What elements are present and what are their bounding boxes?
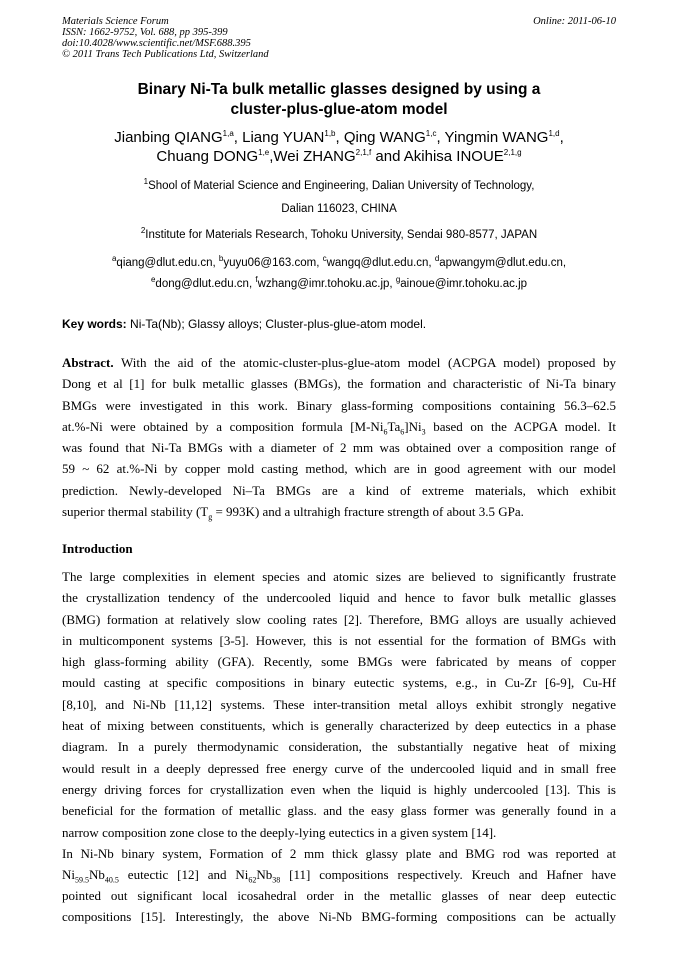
keywords-label: Key words: bbox=[62, 317, 127, 331]
author-name: , Qing WANG bbox=[335, 129, 426, 146]
intro-text: Nb bbox=[89, 867, 105, 882]
abstract-line bbox=[62, 416, 616, 437]
issn-line: ISSN: 1662-9752, Vol. 688, pp 395-399 bbox=[62, 27, 228, 38]
author-name: Chuang DONG bbox=[156, 148, 259, 165]
intro-line: the crystallization tendency of the undercooled liquid and hence to favor bulk metallic glasses bbox=[62, 590, 616, 606]
email-sup: e bbox=[150, 275, 156, 285]
keywords-text: Ni-Ta(Nb); Glassy alloys; Cluster-plus-glue-atom model. bbox=[126, 317, 427, 331]
email-sup: b bbox=[218, 254, 224, 264]
paper-title bbox=[62, 80, 616, 120]
email-sup: f bbox=[255, 275, 258, 285]
email-sup: a bbox=[111, 254, 117, 264]
email-address[interactable]: dong@dlut.edu.cn, bbox=[155, 278, 256, 290]
abstract-text: = 993K) and a ultrahigh fracture strength of about 3.5 GPa. bbox=[212, 504, 524, 520]
affiliation-sup: 1 bbox=[143, 177, 149, 187]
author-sup: 2,1,f bbox=[355, 148, 372, 157]
author-sup: 1,d bbox=[548, 129, 560, 138]
author-sup: 1,b bbox=[324, 129, 336, 138]
abstract-line: BMGs were investigated in this work. Binary glass-forming compositions containing 56.3–62.5 bbox=[62, 397, 616, 413]
subscript: 40.5 bbox=[104, 875, 119, 885]
title-line-1: Binary Ni-Ta bulk metallic glasses designed by using a bbox=[137, 81, 541, 98]
email-line-2 bbox=[62, 276, 616, 292]
intro-line: in multicomponent systems [3-5]. However, this is not essential for the formation of BMGs with bbox=[62, 632, 616, 648]
subscript: 38 bbox=[272, 875, 281, 885]
introduction-heading: Introduction bbox=[62, 541, 133, 556]
abstract-text: at.%-Ni were obtained by a composition formula [M-Ni bbox=[62, 418, 384, 434]
email-sup: d bbox=[434, 254, 440, 264]
affiliation-2-line bbox=[62, 227, 616, 243]
intro-text: Ni bbox=[62, 867, 75, 882]
abstract-line bbox=[62, 352, 616, 373]
abstract-text: With the aid of the atomic-cluster-plus-glue-atom model (ACPGA model) proposed by bbox=[113, 355, 616, 370]
email-address[interactable]: wangq@dlut.edu.cn, bbox=[326, 257, 435, 269]
subscript: 62 bbox=[248, 875, 257, 885]
intro-line: (BMG) formation at relatively slow cooling rates [2]. Therefore, BMG alloys are usually achieved bbox=[62, 611, 616, 627]
author-name: and Akihisa INOUE bbox=[371, 148, 504, 165]
email-address[interactable]: apwangym@dlut.edu.cn, bbox=[439, 257, 567, 269]
author-sup: 1,e bbox=[258, 148, 270, 157]
intro-line bbox=[62, 864, 616, 885]
authors-line-1 bbox=[62, 128, 616, 147]
intro-line: mould casting at specific compositions in binary eutectic systems, e.g., in Cu-Zr [6-9], Cu-Hf bbox=[62, 675, 616, 691]
intro-line: beneficial for the formation of metallic glass. and the easy glass former was generally found in a bbox=[62, 803, 616, 819]
subscript: 3 bbox=[421, 427, 426, 437]
affiliation-text: Institute for Materials Research, Tohoku University, Sendai 980-8577, JAPAN bbox=[145, 229, 538, 241]
intro-line: energy driving forces for crystallization even when the liquid is highly undercooled [13]. This is bbox=[62, 781, 616, 797]
title-line-2: cluster-plus-glue-atom model bbox=[230, 101, 448, 118]
intro-line: The large complexities in element species and atomic sizes are believed to significantly frustrate bbox=[62, 569, 616, 584]
email-line-1 bbox=[62, 255, 616, 271]
intro-line: diagram. In a purely thermodynamic consideration, the substantially negative heat of mixing bbox=[62, 739, 616, 755]
intro-line: compositions [15]. Interestingly, the above Ni-Nb BMG-forming compositions can be actually bbox=[62, 909, 616, 924]
abstract bbox=[62, 352, 616, 522]
email-sup: g bbox=[395, 275, 401, 285]
introduction-paragraph-2 bbox=[62, 843, 616, 927]
author-name: ,Wei ZHANG bbox=[269, 148, 356, 165]
affiliation-2 bbox=[62, 227, 616, 243]
subscript: 6 bbox=[383, 427, 388, 437]
intro-line: high glass-forming ability (GFA). Recently, some BMGs were fabricated by means of copper bbox=[62, 654, 616, 670]
intro-text: eutectic [12] and Ni bbox=[118, 867, 249, 882]
email-address[interactable]: qiang@dlut.edu.cn, bbox=[116, 257, 219, 269]
author-list bbox=[62, 128, 616, 166]
abstract-text: based on the ACPGA model. It bbox=[425, 418, 616, 434]
email-sup: c bbox=[322, 254, 327, 264]
intro-line: heat of mixing between constituents, which is generally characterized by deep eutectics in a phase bbox=[62, 718, 616, 734]
intro-text: Nb bbox=[256, 867, 273, 882]
author-comma: , bbox=[559, 129, 564, 146]
intro-line: would result in a deeply depressed free energy curve of the undercooled liquid and in small free bbox=[62, 760, 616, 776]
introduction-paragraph-1 bbox=[62, 566, 616, 843]
author-name: , Liang YUAN bbox=[233, 129, 325, 146]
abstract-line: prediction. Newly-developed Ni–Ta BMGs are a kind of extreme materials, which exhibit bbox=[62, 482, 616, 498]
journal-name: Materials Science Forum bbox=[62, 16, 169, 27]
author-name: Jianbing QIANG bbox=[114, 129, 223, 146]
author-sup: 1,a bbox=[222, 129, 234, 138]
abstract-label: Abstract. bbox=[62, 355, 114, 370]
email-row bbox=[62, 255, 616, 271]
email-address[interactable]: wzhang@imr.tohoku.ac.jp, bbox=[257, 278, 396, 290]
affiliation-1-line-1 bbox=[62, 178, 616, 194]
doi-line: doi:10.4028/www.scientific.net/MSF.688.395 bbox=[62, 38, 251, 49]
abstract-text: Ta bbox=[387, 418, 401, 434]
intro-line: In Ni-Nb binary system, Formation of 2 mm thick glassy plate and BMG rod was reported at bbox=[62, 846, 616, 861]
email-address[interactable]: yuyu06@163.com, bbox=[223, 257, 323, 269]
email-row bbox=[62, 276, 616, 292]
abstract-text: ]Ni bbox=[404, 418, 422, 434]
author-sup: 1,c bbox=[425, 129, 437, 138]
abstract-line: was found that Ni-Ta BMGs with a diameter of 2 mm was obtained over a composition range of bbox=[62, 440, 616, 456]
affiliation-text: Shool of Material Science and Engineering, Dalian University of Technology, bbox=[148, 180, 535, 192]
abstract-line: Dong et al [1] for bulk metallic glasses (BMGs), the formation and characteristic of Ni-Ta binary bbox=[62, 376, 616, 392]
abstract-line: 59 ~ 62 at.%-Ni by copper mold casting method, which are in good agreement with our model bbox=[62, 461, 616, 477]
affiliation-sup: 2 bbox=[140, 226, 146, 236]
authors-line-2 bbox=[62, 147, 616, 166]
affiliation-1-city: Dalian 116023, CHINA bbox=[281, 203, 397, 215]
intro-line: pointed out significant local icosahedral order in the metallic glasses of near deep eutectic bbox=[62, 888, 616, 903]
email-address[interactable]: ainoue@imr.tohoku.ac.jp bbox=[400, 278, 528, 290]
subscript: 6 bbox=[400, 427, 405, 437]
keywords bbox=[62, 317, 616, 331]
intro-line: [8,10], and Ni-Nb [11,12] systems. These inter-transition metal alloys exhibit strongly negative bbox=[62, 696, 616, 712]
subscript: g bbox=[208, 512, 213, 522]
affiliation-1 bbox=[62, 178, 616, 194]
intro-text: [11] compositions respectively. Kreuch and Hafner have bbox=[280, 867, 617, 882]
subscript: 59.5 bbox=[75, 875, 89, 885]
author-sup: 2,1,g bbox=[503, 148, 522, 157]
intro-line: narrow composition zone close to the deeply-lying eutectics in a given system [14]. bbox=[62, 824, 497, 840]
abstract-line bbox=[62, 501, 616, 522]
abstract-text: superior thermal stability (T bbox=[62, 504, 209, 520]
author-name: , Yingmin WANG bbox=[436, 129, 549, 146]
copyright-line: © 2011 Trans Tech Publications Ltd, Switzerland bbox=[62, 49, 269, 60]
online-date: Online: 2011-06-10 bbox=[533, 16, 616, 27]
